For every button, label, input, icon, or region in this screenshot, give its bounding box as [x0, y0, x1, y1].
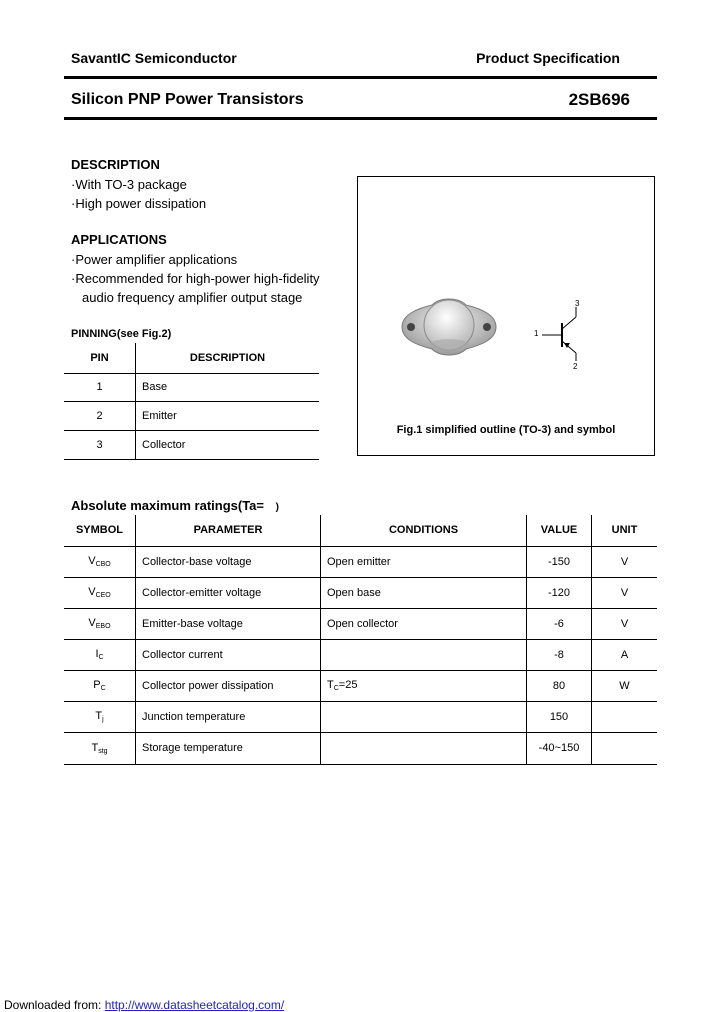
parameter-column-header: PARAMETER: [136, 515, 321, 546]
unit-cell: V: [592, 608, 658, 639]
header-rule-bottom: [64, 117, 657, 120]
unit-cell: [592, 732, 658, 764]
applications-item: ·Power amplifier applications: [71, 252, 238, 267]
conditions-column-header: CONDITIONS: [321, 515, 527, 546]
spec-label: Product Specification: [476, 50, 620, 66]
pinning-heading: PINNING(see Fig.2): [71, 328, 172, 340]
ratings-heading: [71, 498, 279, 513]
parameter-cell: Collector power dissipation: [136, 670, 321, 701]
to3-package-image: [394, 289, 504, 365]
unit-cell: V: [592, 577, 658, 608]
pin-number: 3: [64, 430, 136, 459]
value-cell: -150: [527, 546, 592, 577]
ratings-table: [64, 515, 657, 765]
page-title: Silicon PNP Power Transistors: [71, 91, 304, 108]
table-row: [64, 608, 657, 639]
applications-item: ·Recommended for high-power high-fidelity: [71, 271, 320, 286]
value-cell: 80: [527, 670, 592, 701]
pin-description: Collector: [136, 430, 320, 459]
value-cell: -120: [527, 577, 592, 608]
value-cell: -40~150: [527, 732, 592, 764]
value-column-header: VALUE: [527, 515, 592, 546]
applications-item: audio frequency amplifier output stage: [82, 290, 303, 305]
description-column-header: DESCRIPTION: [136, 343, 320, 373]
pin-number: 1: [64, 373, 136, 401]
pinning-table: [64, 343, 319, 460]
unit-cell: V: [592, 546, 658, 577]
parameter-cell: Junction temperature: [136, 701, 321, 732]
table-row: [64, 701, 657, 732]
symbol-cell: $T_j$: [64, 701, 136, 732]
value-cell: -6: [527, 608, 592, 639]
part-number: 2SB696: [568, 90, 630, 109]
pin-label-base: 1: [534, 329, 539, 338]
pin-column-header: PIN: [64, 343, 136, 373]
figure-box: [357, 176, 655, 456]
conditions-cell: Open base: [321, 577, 527, 608]
parameter-cell: Collector-emitter voltage: [136, 577, 321, 608]
footer-link[interactable]: http://www.datasheetcatalog.com/: [104, 998, 285, 1012]
company-name: SavantIC Semiconductor: [71, 50, 237, 66]
table-row: [64, 373, 319, 401]
pin-number: 2: [64, 401, 136, 430]
value-cell: -8: [527, 639, 592, 670]
symbol-cell: $V_{EBO}$: [64, 608, 136, 639]
symbol-cell: $V_{CBO}$: [64, 546, 136, 577]
symbol-cell: $T_{stg}$: [64, 732, 136, 764]
conditions-cell: Open emitter: [321, 546, 527, 577]
header-rule-top: [64, 76, 657, 79]
symbol-cell: $P_C$: [64, 670, 136, 701]
description-item: ·With TO-3 package: [71, 177, 187, 192]
unit-column-header: UNIT: [592, 515, 658, 546]
applications-heading: APPLICATIONS: [71, 232, 167, 247]
pin-label-collector: 3: [575, 299, 580, 308]
symbol-cell: $V_{CEO}$: [64, 577, 136, 608]
table-row: [64, 401, 319, 430]
conditions-cell: [321, 639, 527, 670]
table-row: [64, 732, 657, 764]
ratings-heading-text: Absolute maximum ratings(Ta=: [71, 498, 264, 513]
ratings-heading-tail: ): [275, 502, 279, 513]
parameter-cell: Collector current: [136, 639, 321, 670]
footer: [4, 998, 284, 1012]
footer-label: Downloaded from:: [4, 998, 105, 1012]
unit-cell: A: [592, 639, 658, 670]
unit-cell: W: [592, 670, 658, 701]
conditions-cell: Open collector: [321, 608, 527, 639]
value-cell: 150: [527, 701, 592, 732]
figure-caption: Fig.1 simplified outline (TO-3) and symbol: [396, 424, 616, 436]
pin-description: Base: [136, 373, 320, 401]
pin-label-emitter: 2: [573, 362, 578, 371]
unit-cell: [592, 701, 658, 732]
description-item: ·High power dissipation: [71, 196, 207, 211]
table-row: [64, 670, 657, 701]
parameter-cell: Storage temperature: [136, 732, 321, 764]
conditions-cell: $T_C=25$: [321, 670, 527, 701]
description-heading: DESCRIPTION: [71, 157, 160, 172]
table-row: [64, 639, 657, 670]
parameter-cell: Collector-base voltage: [136, 546, 321, 577]
transistor-symbol-icon: [534, 299, 586, 371]
symbol-column-header: SYMBOL: [64, 515, 136, 546]
parameter-cell: Emitter-base voltage: [136, 608, 321, 639]
table-row: [64, 577, 657, 608]
conditions-cell: [321, 732, 527, 764]
table-row: [64, 430, 319, 459]
conditions-cell: [321, 701, 527, 732]
pin-description: Emitter: [136, 401, 320, 430]
table-row: [64, 546, 657, 577]
symbol-cell: $I_C$: [64, 639, 136, 670]
